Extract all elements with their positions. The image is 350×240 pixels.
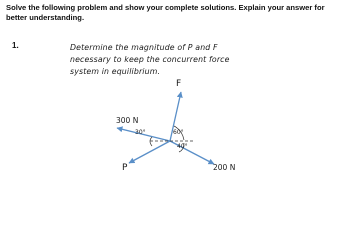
force-P-arrow (129, 141, 170, 163)
force-F-label: F (176, 79, 182, 89)
problem-statement-line-2: necessary to keep the concurrent force (70, 55, 230, 64)
angle-60-label: 60° (173, 129, 184, 136)
angle-40-label: 40° (177, 143, 188, 150)
problem-number: 1. (12, 41, 19, 50)
instructions-text: Solve the following problem and show your complete solutions. Explain your answer for better understanding. (6, 3, 325, 22)
angle-30-label: 30° (135, 129, 146, 136)
force-200-label: 200 N (213, 163, 236, 172)
problem-statement-line-3: system in equilibrium. (70, 67, 161, 76)
force-300-label: 300 N (116, 116, 139, 125)
angle-arc-30 (150, 137, 152, 146)
force-P-label: P (122, 163, 128, 173)
problem-statement-line-1: Determine the magnitude of P and F (70, 43, 218, 52)
